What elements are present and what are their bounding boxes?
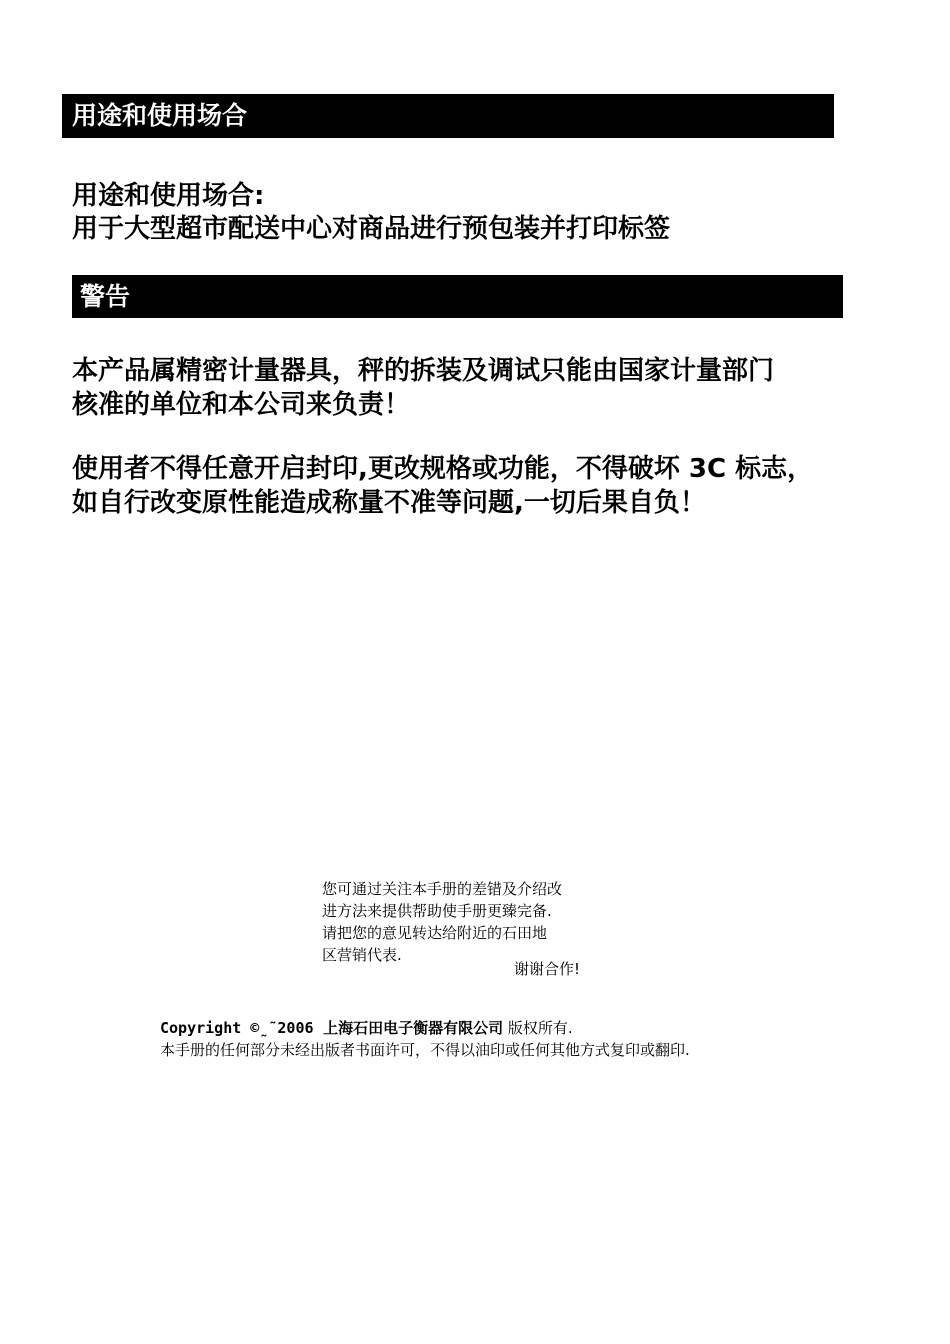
usage-section-heading [62, 94, 834, 138]
warning-heading-text: 警告 [80, 282, 131, 311]
copyright-line [160, 1017, 690, 1039]
copyright-prefix: Copyright ©̰̃ 2006 [160, 1019, 314, 1037]
thanks-text: 谢谢合作! [514, 960, 581, 978]
usage-text: 用于大型超市配送中心对商品进行预包装并打印标签 [72, 214, 671, 244]
feedback-line: 您可通过关注本手册的差错及介绍改 [322, 880, 563, 898]
rights-text: 版权所有. [507, 1019, 573, 1037]
warning-line: 核准的单位和本公司来负责！ [72, 390, 411, 420]
copyright-block [160, 1017, 690, 1061]
copyright-notice: 本手册的任何部分未经出版者书面许可，不得以油印或任何其他方式复印或翻印. [160, 1041, 690, 1059]
usage-description [72, 180, 670, 246]
warning-paragraph-2 [72, 452, 813, 520]
warning-line: 如自行改变原性能造成称量不准等问题,一切后果自负！ [72, 488, 706, 518]
feedback-line: 区营销代表. [322, 946, 402, 964]
feedback-note [322, 878, 562, 966]
feedback-line: 请把您的意见转达给附近的石田地 [322, 924, 548, 942]
usage-label: 用途和使用场合: [72, 181, 265, 211]
warning-line: 使用者不得任意开启封印,更改规格或功能，不得破坏 3C 标志， [72, 454, 814, 484]
warning-line: 本产品属精密计量器具，秤的拆装及调试只能由国家计量部门 [72, 356, 775, 386]
warning-section-heading [72, 275, 843, 318]
usage-heading-text: 用途和使用场合 [72, 101, 248, 130]
feedback-line: 进方法来提供帮助使手册更臻完备. [322, 902, 552, 920]
warning-paragraph-1 [72, 354, 774, 422]
company-name: 上海石田电子衡器有限公司 [323, 1019, 504, 1037]
